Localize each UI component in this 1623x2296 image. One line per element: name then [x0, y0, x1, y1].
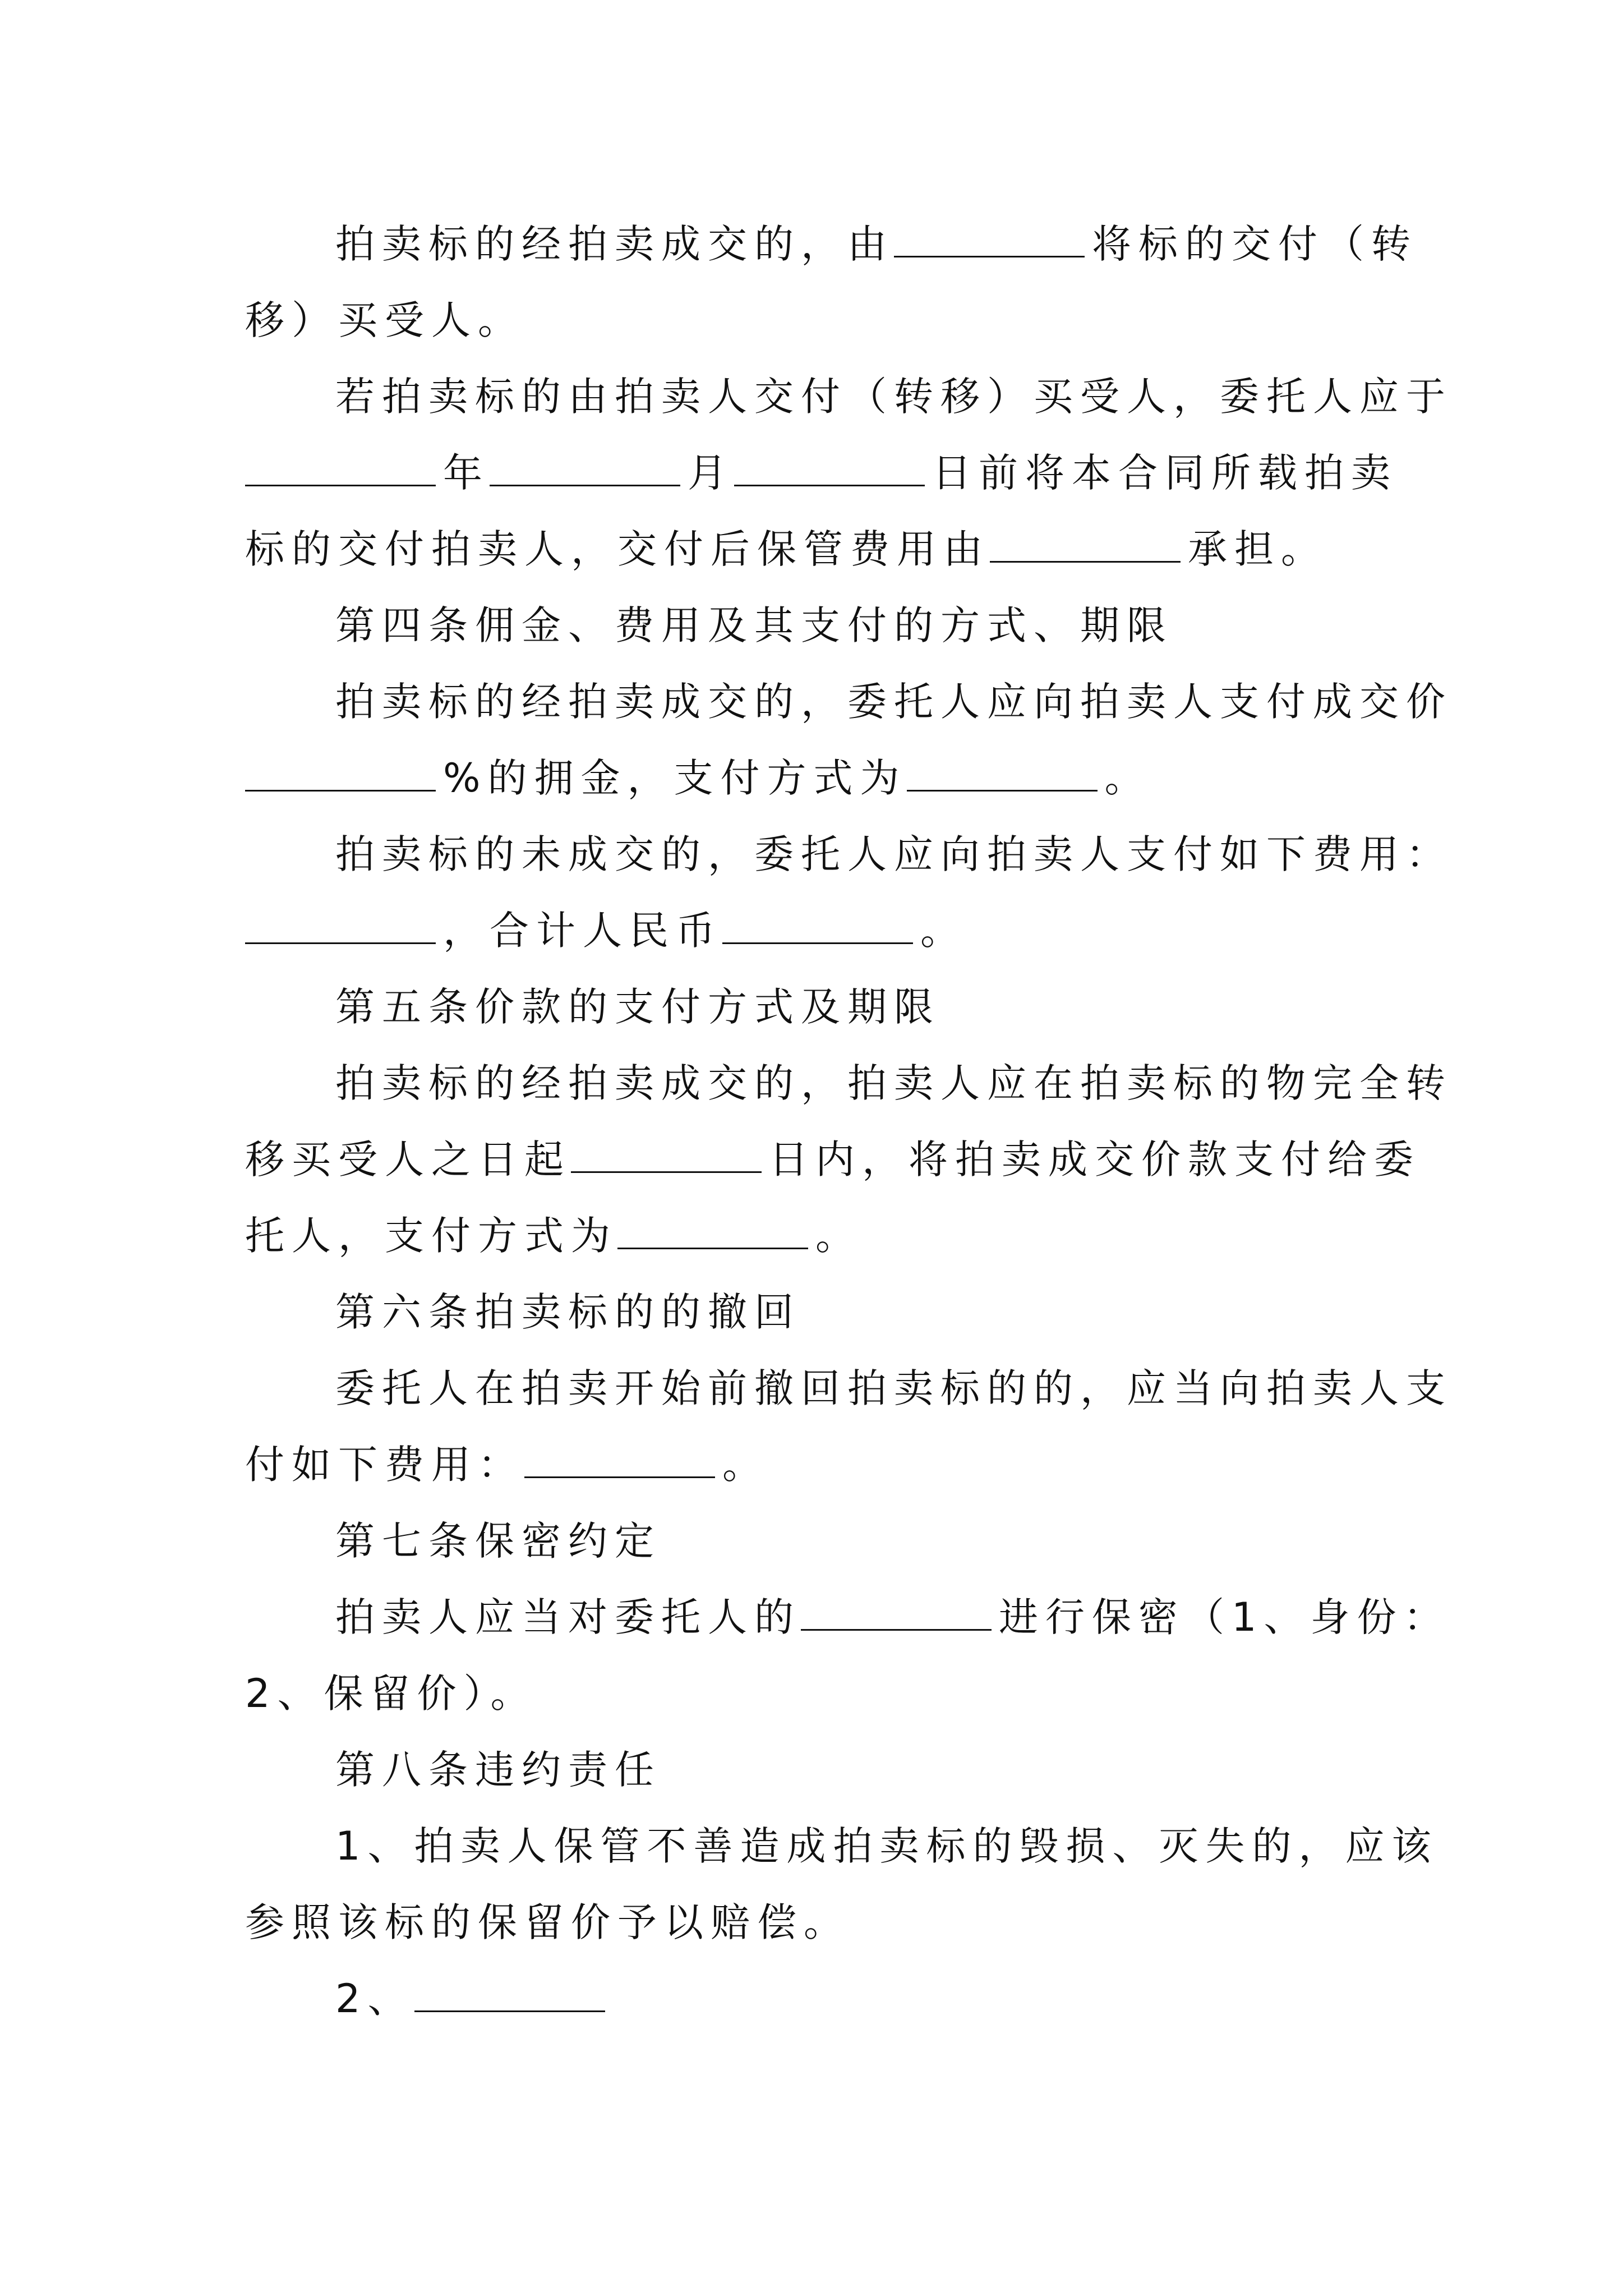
paragraph-line: 1、拍卖人保管不善造成拍卖标的毁损、灭失的，应该 [335, 1823, 1438, 1869]
section-heading: 第四条佣金、费用及其支付的方式、期限 [335, 602, 1173, 648]
paragraph-line: 拍卖标的经拍卖成交的，拍卖人应在拍卖标的物完全转 [335, 1060, 1453, 1106]
fill-in-blank [414, 2008, 605, 2012]
paragraph-line: 托人，支付方式为 。 [245, 1213, 862, 1259]
paragraph-line: 拍卖标的经拍卖成交的，委托人应向拍卖人支付成交价 [335, 679, 1453, 725]
fill-in-blank [571, 1169, 762, 1173]
paragraph-line: 委托人在拍卖开始前撤回拍卖标的的，应当向拍卖人支 [335, 1365, 1453, 1411]
fill-in-blank [524, 1474, 715, 1478]
paragraph-line: 拍卖人应当对委托人的 进行保密（1、身份： [335, 1594, 1450, 1640]
fill-in-blank [722, 940, 913, 944]
fill-in-blank [990, 559, 1181, 563]
paragraph-line: 参照该标的保留价予以赔偿。 [245, 1899, 850, 1945]
fill-in-blank [894, 254, 1085, 257]
paragraph-line: 移买受人之日起 日内，将拍卖成交价款支付给委 [245, 1137, 1421, 1182]
fill-in-blank [907, 788, 1098, 792]
paragraph-line: 若拍卖标的由拍卖人交付（转移）买受人，委托人应于 [335, 374, 1453, 420]
section-heading: 第七条保密约定 [335, 1518, 661, 1564]
fill-in-blank [245, 482, 436, 486]
paragraph-line: 拍卖标的未成交的，委托人应向拍卖人支付如下费用： [335, 831, 1453, 877]
fill-in-blank [801, 1627, 992, 1631]
paragraph-line: ，合计人民币 。 [245, 911, 967, 950]
section-heading: 第八条违约责任 [335, 1747, 661, 1793]
paragraph-line: 移）买受人。 [245, 297, 524, 343]
paragraph-line: 标的交付拍卖人，交付后保管费用由 承担。 [245, 526, 1327, 572]
fill-in-blank [245, 788, 436, 792]
section-heading: 第五条价款的支付方式及期限 [335, 984, 940, 1030]
paragraph-line: 年 月 日前将本合同所载拍卖 [245, 453, 1398, 493]
fill-in-blank [490, 482, 680, 486]
paragraph-line: 2、保留价）。 [245, 1671, 537, 1717]
fill-in-blank [245, 940, 436, 944]
paragraph-line: 付如下费用： 。 [245, 1442, 769, 1488]
fill-in-blank [734, 482, 925, 486]
paragraph-line: 2、 [335, 1979, 612, 2018]
fill-in-blank [617, 1245, 808, 1249]
paragraph-line: %的拥金，支付方式为 。 [245, 758, 1151, 798]
section-heading: 第六条拍卖标的的撤回 [335, 1289, 801, 1335]
paragraph-line: 拍卖标的经拍卖成交的，由 将标的交付（转 [335, 221, 1418, 267]
